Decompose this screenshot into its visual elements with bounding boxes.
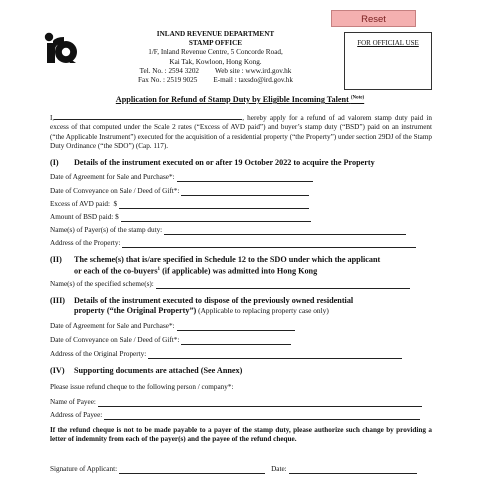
signature-label: Signature of Applicant: (50, 465, 118, 473)
section-2-number: (II) (50, 255, 62, 264)
title-note: (Note) (350, 95, 365, 101)
bsd-paid-row (50, 213, 311, 222)
orig-property-address-row (50, 350, 402, 359)
payee-name-label: Name of Payee: (50, 398, 96, 406)
intro-prefix: I, (50, 114, 55, 122)
payee-address-row (50, 411, 420, 420)
section-2-title-3: (if applicable) was admitted into Hong Kong (160, 266, 318, 276)
orig-property-address-field[interactable] (148, 351, 402, 359)
orig-conveyance-date-field[interactable] (181, 337, 291, 345)
section-4-heading (50, 366, 440, 376)
intro-paragraph (50, 113, 432, 152)
section-1-heading (50, 158, 440, 168)
avd-paid-label: Excess of AVD paid: $ (50, 200, 118, 208)
payee-name-field[interactable] (98, 399, 422, 407)
office-name: STAMP OFFICE (188, 39, 243, 48)
orig-conveyance-date-row (50, 336, 291, 345)
section-3-title-2: property (“the Original Property”) (74, 306, 197, 315)
payer-names-label: Name(s) of Payer(s) of the stamp duty: (50, 226, 163, 234)
scheme-names-field[interactable] (156, 281, 410, 289)
address-line-2: Kai Tak, Kowloon, Hong Kong. (169, 57, 262, 66)
bsd-paid-field[interactable] (121, 214, 311, 222)
email-address: E-mail : taxsdo@ird.gov.hk (213, 76, 293, 85)
date-label: Date: (271, 465, 287, 473)
refund-instruction: Please issue refund cheque to the following person / company*: (50, 383, 234, 391)
agreement-date-row (50, 173, 313, 182)
conveyance-date-field[interactable] (181, 188, 309, 196)
form-title (0, 95, 480, 104)
reset-button[interactable]: Reset (331, 10, 416, 27)
section-2-heading (50, 255, 440, 277)
orig-agreement-date-field[interactable] (177, 323, 295, 331)
agreement-date-label: Date of Agreement for Sale and Purchase*: (50, 173, 175, 181)
department-header (108, 30, 323, 85)
bsd-paid-label: Amount of BSD paid: $ (50, 213, 119, 221)
applicant-name-field[interactable] (54, 113, 242, 120)
scheme-names-row (50, 280, 410, 289)
refund-instruction-row (50, 383, 233, 392)
signature-row (50, 465, 417, 474)
section-2-title-2: or each of the co-buyers (74, 266, 158, 276)
payee-address-field[interactable] (104, 412, 420, 420)
payer-names-row (50, 226, 406, 235)
official-use-box (344, 32, 432, 90)
avd-paid-row (50, 200, 309, 209)
section-3-title-note: (Applicable to replacing property case only) (196, 306, 329, 315)
property-address-row (50, 239, 416, 248)
form-title-text: Application for Refund of Stamp Duty by Eligible Incoming Talent (115, 95, 349, 104)
section-2-title-1: The scheme(s) that is/are specified in Schedule 12 to the SDO under which the applicant (74, 255, 381, 264)
agreement-date-field[interactable] (177, 174, 313, 182)
dept-name: INLAND REVENUE DEPARTMENT (156, 30, 275, 38)
section-2-footnote-1: 1 (157, 267, 161, 272)
payee-address-label: Address of Payee: (50, 411, 103, 419)
signature-field[interactable] (119, 466, 265, 474)
section-4-title: Supporting documents are attached (See Annex) (74, 366, 243, 375)
payee-name-row (50, 398, 422, 407)
property-address-label: Address of the Property: (50, 239, 121, 247)
official-use-label: FOR OFFICIAL USE (357, 39, 419, 47)
orig-conveyance-date-label: Date of Conveyance on Sale / Deed of Gift*: (50, 336, 180, 344)
fax-number: Fax No. : 2519 9025 (138, 76, 198, 85)
orig-property-address-label: Address of the Original Property: (50, 350, 147, 358)
intro-text: , hereby apply for a refund of ad valorem stamp duty paid in excess of that computed under the Scale 2 rates (“Excess of AVD paid”) and buyer’s stamp duty (“BSD”) paid on an instrument (“the Applicable Instrument”) executed for the acquisition of a residential property (“the Property”) under section 29DJ of the Stamp Duty Ordinance (“the SDO”) (Cap. 117). (50, 114, 433, 151)
section-3-heading (50, 296, 440, 316)
scheme-names-label: Name(s) of the specified scheme(s): (50, 280, 154, 288)
website: Web site : www.ird.gov.hk (215, 66, 292, 75)
payer-names-field[interactable] (164, 227, 406, 235)
orig-agreement-date-label: Date of Agreement for Sale and Purchase*: (50, 322, 175, 330)
avd-paid-field[interactable] (119, 201, 309, 209)
tel-number: Tel. No. : 2594 3202 (139, 66, 200, 75)
section-1-title: Details of the instrument executed on or after 19 October 2022 to acquire the Property (74, 158, 375, 167)
indemnity-note: If the refund cheque is not to be made payable to a payer of the stamp duty, please authorize such change by providing a letter of indemnity from each of the payer(s) and the payee of the refund cheque. (50, 426, 432, 444)
ird-logo (44, 32, 78, 64)
orig-agreement-date-row (50, 322, 295, 331)
address-line-1: 1/F, Inland Revenue Centre, 5 Concorde Road, (148, 48, 283, 57)
conveyance-date-label: Date of Conveyance on Sale / Deed of Gift*: (50, 187, 180, 195)
section-3-title-1: Details of the instrument executed to dispose of the previously owned residential (74, 296, 354, 305)
conveyance-date-row (50, 187, 309, 196)
section-4-number: (IV) (50, 366, 65, 375)
date-field[interactable] (289, 466, 417, 474)
section-1-number: (I) (50, 158, 59, 167)
property-address-field[interactable] (122, 240, 416, 248)
section-3-number: (III) (50, 296, 66, 305)
